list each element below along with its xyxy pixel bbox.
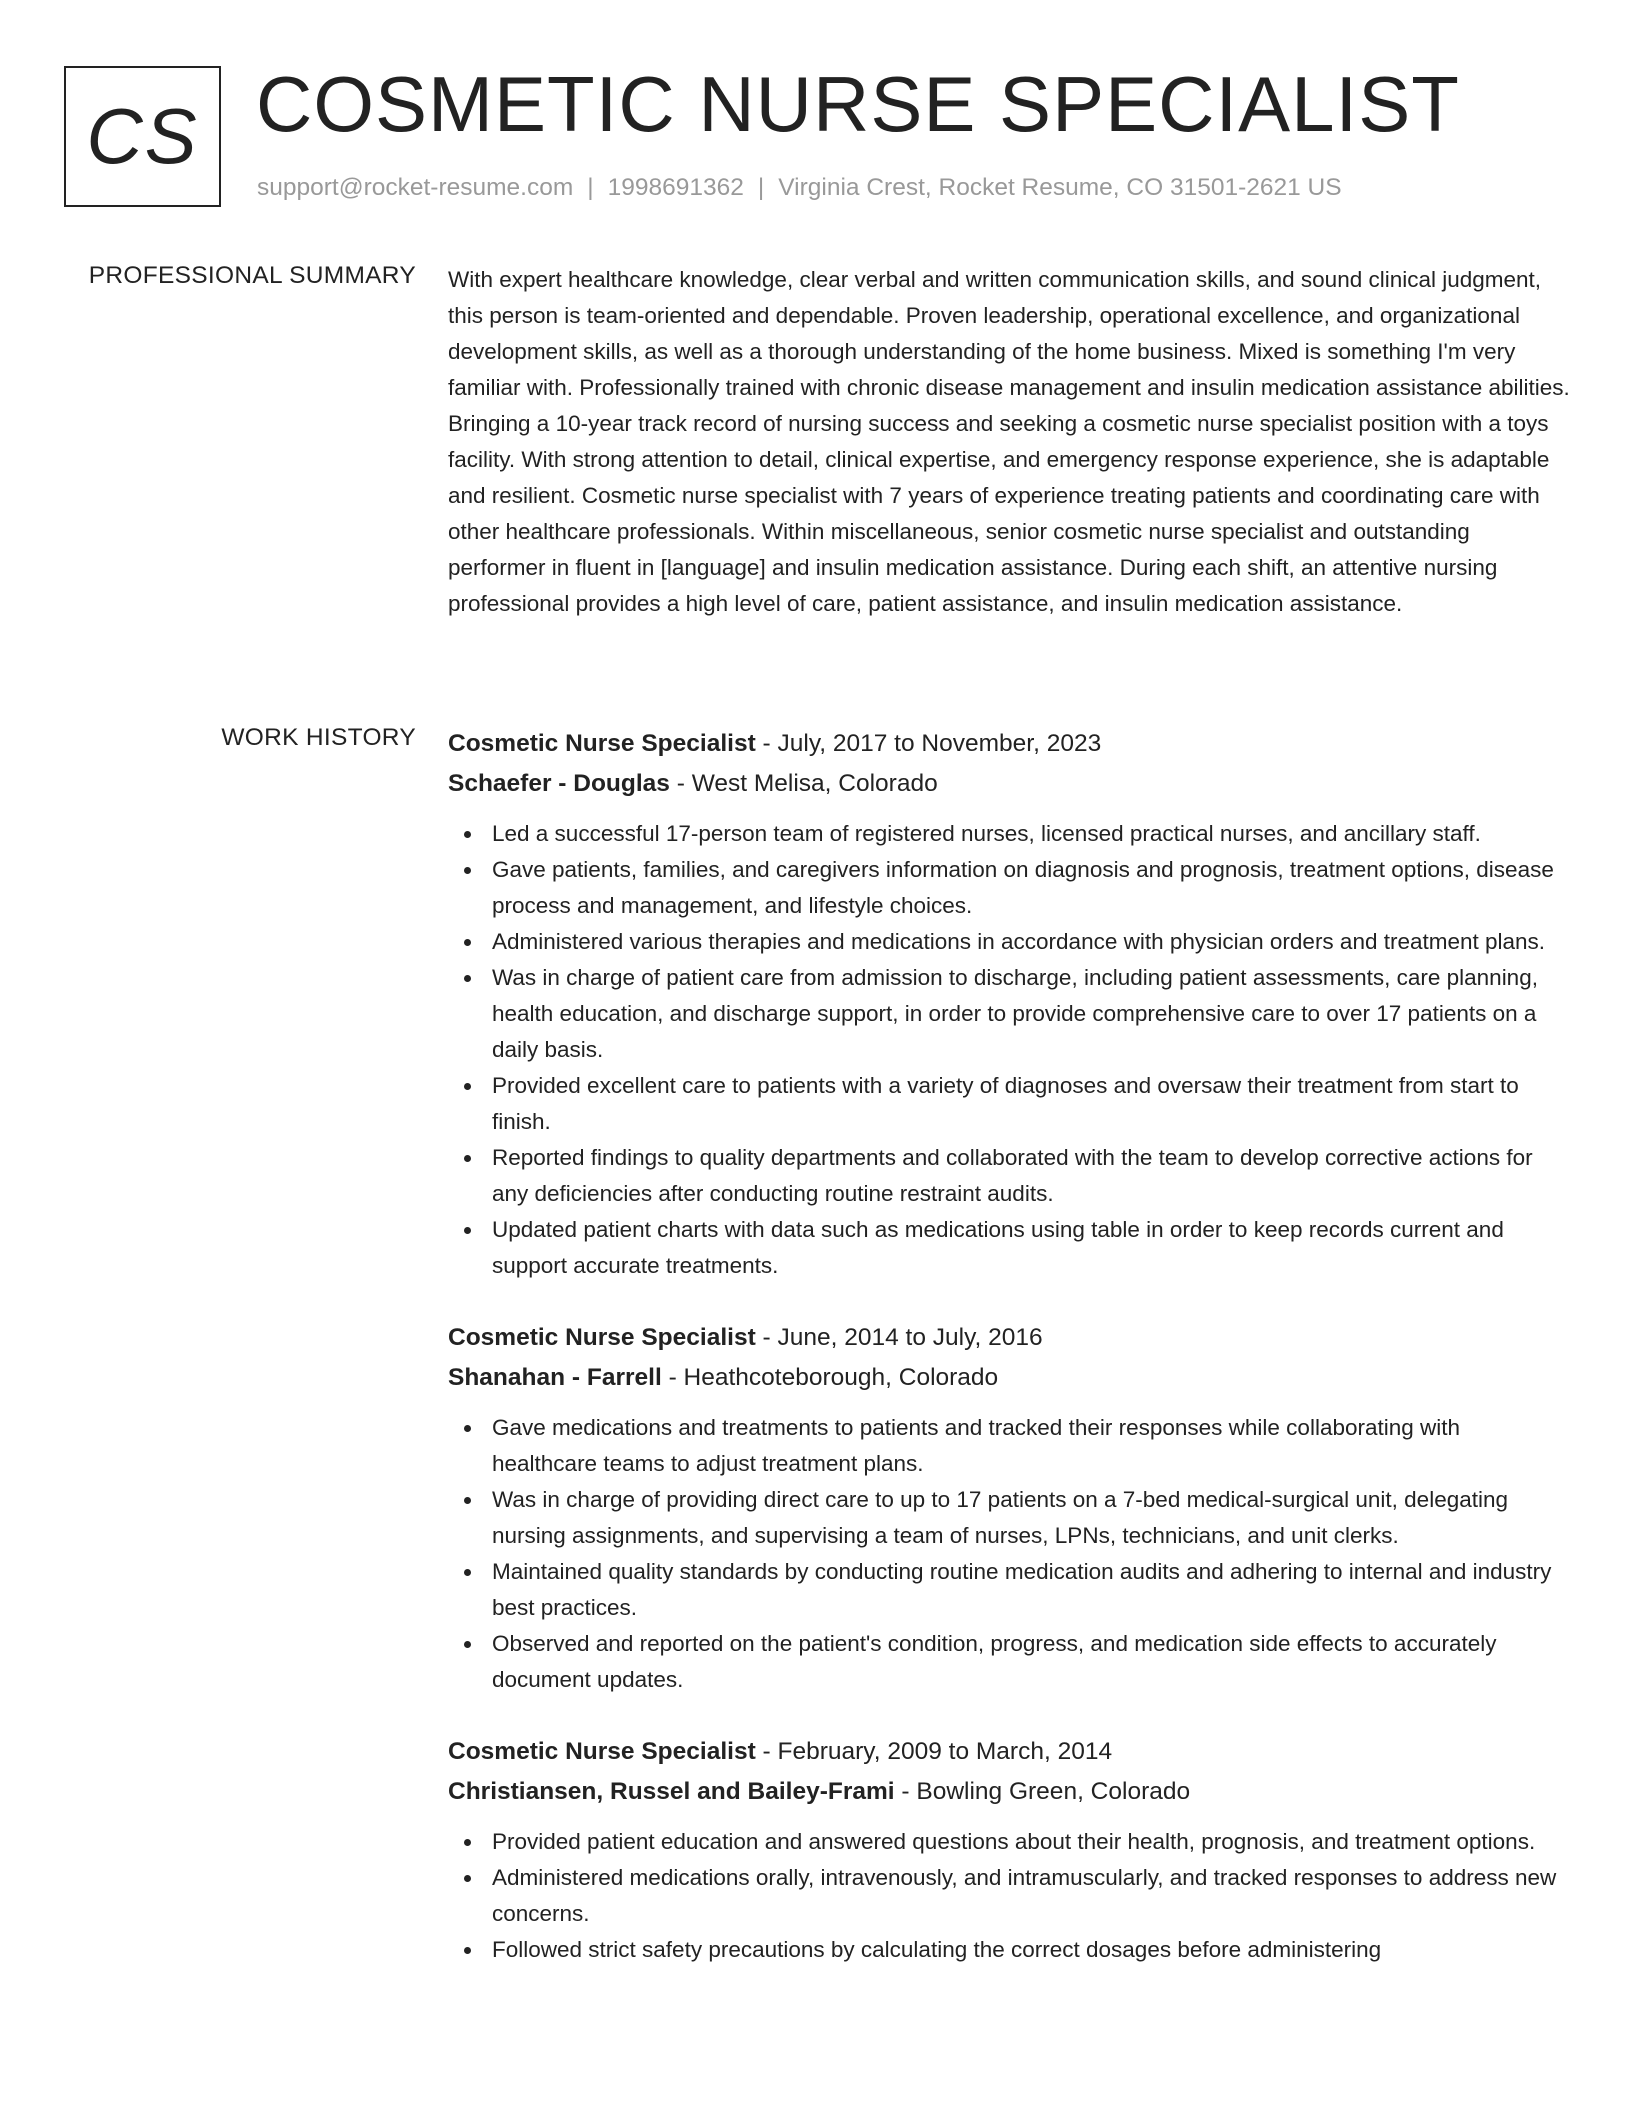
job-dates: - June, 2014 to July, 2016 — [755, 1324, 1043, 1351]
job-title: Cosmetic Nurse Specialist — [448, 1324, 756, 1351]
contact-phone: 1998691362 — [607, 174, 744, 201]
job-company-line — [448, 764, 1570, 804]
job-company-line — [448, 1358, 1570, 1398]
section-label-work-history: WORK HISTORY — [221, 724, 416, 751]
contact-separator: | — [757, 174, 765, 201]
job-title: Cosmetic Nurse Specialist — [448, 730, 756, 757]
job-company: Christiansen, Russel and Bailey-Frami — [448, 1778, 895, 1805]
job-duty-item: Administered medications orally, intravenously, and intramuscularly, and tracked responses to address new concerns. — [492, 1860, 1570, 1932]
job-title: Cosmetic Nurse Specialist — [448, 1738, 756, 1765]
job-dates: - February, 2009 to March, 2014 — [755, 1738, 1113, 1765]
job-duty-item: Administered various therapies and medications in accordance with physician orders and treatment plans. — [492, 924, 1570, 960]
job-duties-list — [448, 1824, 1570, 1968]
job-duty-item: Updated patient charts with data such as medications using table in order to keep records current and support accurate treatments. — [492, 1212, 1570, 1284]
job-duty-item: Was in charge of providing direct care to up to 17 patients on a 7-bed medical-surgical unit, delegating nursing assignments, and supervising a team of nurses, LPNs, technicians, and unit clerks. — [492, 1482, 1570, 1554]
section-label-summary: PROFESSIONAL SUMMARY — [88, 262, 416, 289]
contact-separator: | — [587, 174, 594, 201]
job-location: - Heathcoteborough, Colorado — [661, 1364, 999, 1391]
job-entry — [448, 1318, 1570, 1698]
job-duty-item: Maintained quality standards by conducting routine medication audits and adhering to internal and industry best practices. — [492, 1554, 1570, 1626]
monogram-logo: CS — [64, 66, 221, 207]
job-company: Schaefer - Douglas — [448, 770, 670, 797]
job-duties-list — [448, 816, 1570, 1284]
resume-header — [64, 60, 1584, 211]
job-duty-item: Gave patients, families, and caregivers information on diagnosis and prognosis, treatment options, disease process and management, and lifestyle choices. — [492, 852, 1570, 924]
job-title-line — [448, 724, 1570, 764]
job-title-line — [448, 1732, 1570, 1772]
contact-line — [257, 174, 1342, 202]
job-duty-item: Gave medications and treatments to patients and tracked their responses while collaborating with healthcare teams to adjust treatment plans. — [492, 1410, 1570, 1482]
job-duties-list — [448, 1410, 1570, 1698]
resume-title: COSMETIC NURSE SPECIALIST — [256, 60, 1460, 148]
job-duty-item: Led a successful 17-person team of registered nurses, licensed practical nurses, and ancillary staff. — [492, 816, 1570, 852]
job-entry — [448, 724, 1570, 1284]
job-entry — [448, 1732, 1570, 1968]
job-duty-item: Provided excellent care to patients with a variety of diagnoses and oversaw their treatment from start to finish. — [492, 1068, 1570, 1140]
job-location: - West Melisa, Colorado — [669, 770, 938, 797]
work-history-body — [448, 724, 1570, 2002]
summary-body — [448, 262, 1570, 622]
job-duty-item: Followed strict safety precautions by calculating the correct dosages before administering — [492, 1932, 1570, 1968]
job-location: - Bowling Green, Colorado — [894, 1778, 1191, 1805]
job-duty-item: Was in charge of patient care from admission to discharge, including patient assessments, care planning, health education, and discharge support, in order to provide comprehensive care to over 17 patients on a daily basis. — [492, 960, 1570, 1068]
job-company: Shanahan - Farrell — [448, 1364, 662, 1391]
job-title-line — [448, 1318, 1570, 1358]
job-duty-item: Reported findings to quality departments and collaborated with the team to develop corrective actions for any deficiencies after conducting routine restraint audits. — [492, 1140, 1570, 1212]
contact-address: Virginia Crest, Rocket Resume, CO 31501-2621 US — [778, 174, 1342, 201]
job-duty-item: Provided patient education and answered questions about their health, prognosis, and treatment options. — [492, 1824, 1570, 1860]
job-company-line — [448, 1772, 1570, 1812]
summary-text: With expert healthcare knowledge, clear verbal and written communication skills, and sound clinical judgment, this person is team-oriented and dependable. Proven leadership, operational excellence, and organizational development skills, as well as a thorough understanding of the home business. Mixed is something I'm very familiar with. Professionally trained with chronic disease management and insulin medication assistance abilities. Bringing a 10-year track record of nursing success and seeking a cosmetic nurse specialist position with a toys facility. With strong attention to detail, clinical expertise, and emergency response experience, she is adaptable and resilient. Cosmetic nurse specialist with 7 years of experience treating patients and coordinating care with other healthcare professionals. Within miscellaneous, senior cosmetic nurse specialist and outstanding performer in fluent in [language] and insulin medication assistance. During each shift, an attentive nursing professional provides a high level of care, patient assistance, and insulin medication assistance. — [448, 267, 1570, 616]
job-duty-item: Observed and reported on the patient's condition, progress, and medication side effects to accurately document updates. — [492, 1626, 1570, 1698]
contact-email: support@rocket-resume.com — [257, 174, 574, 201]
job-dates: - July, 2017 to November, 2023 — [755, 730, 1102, 757]
